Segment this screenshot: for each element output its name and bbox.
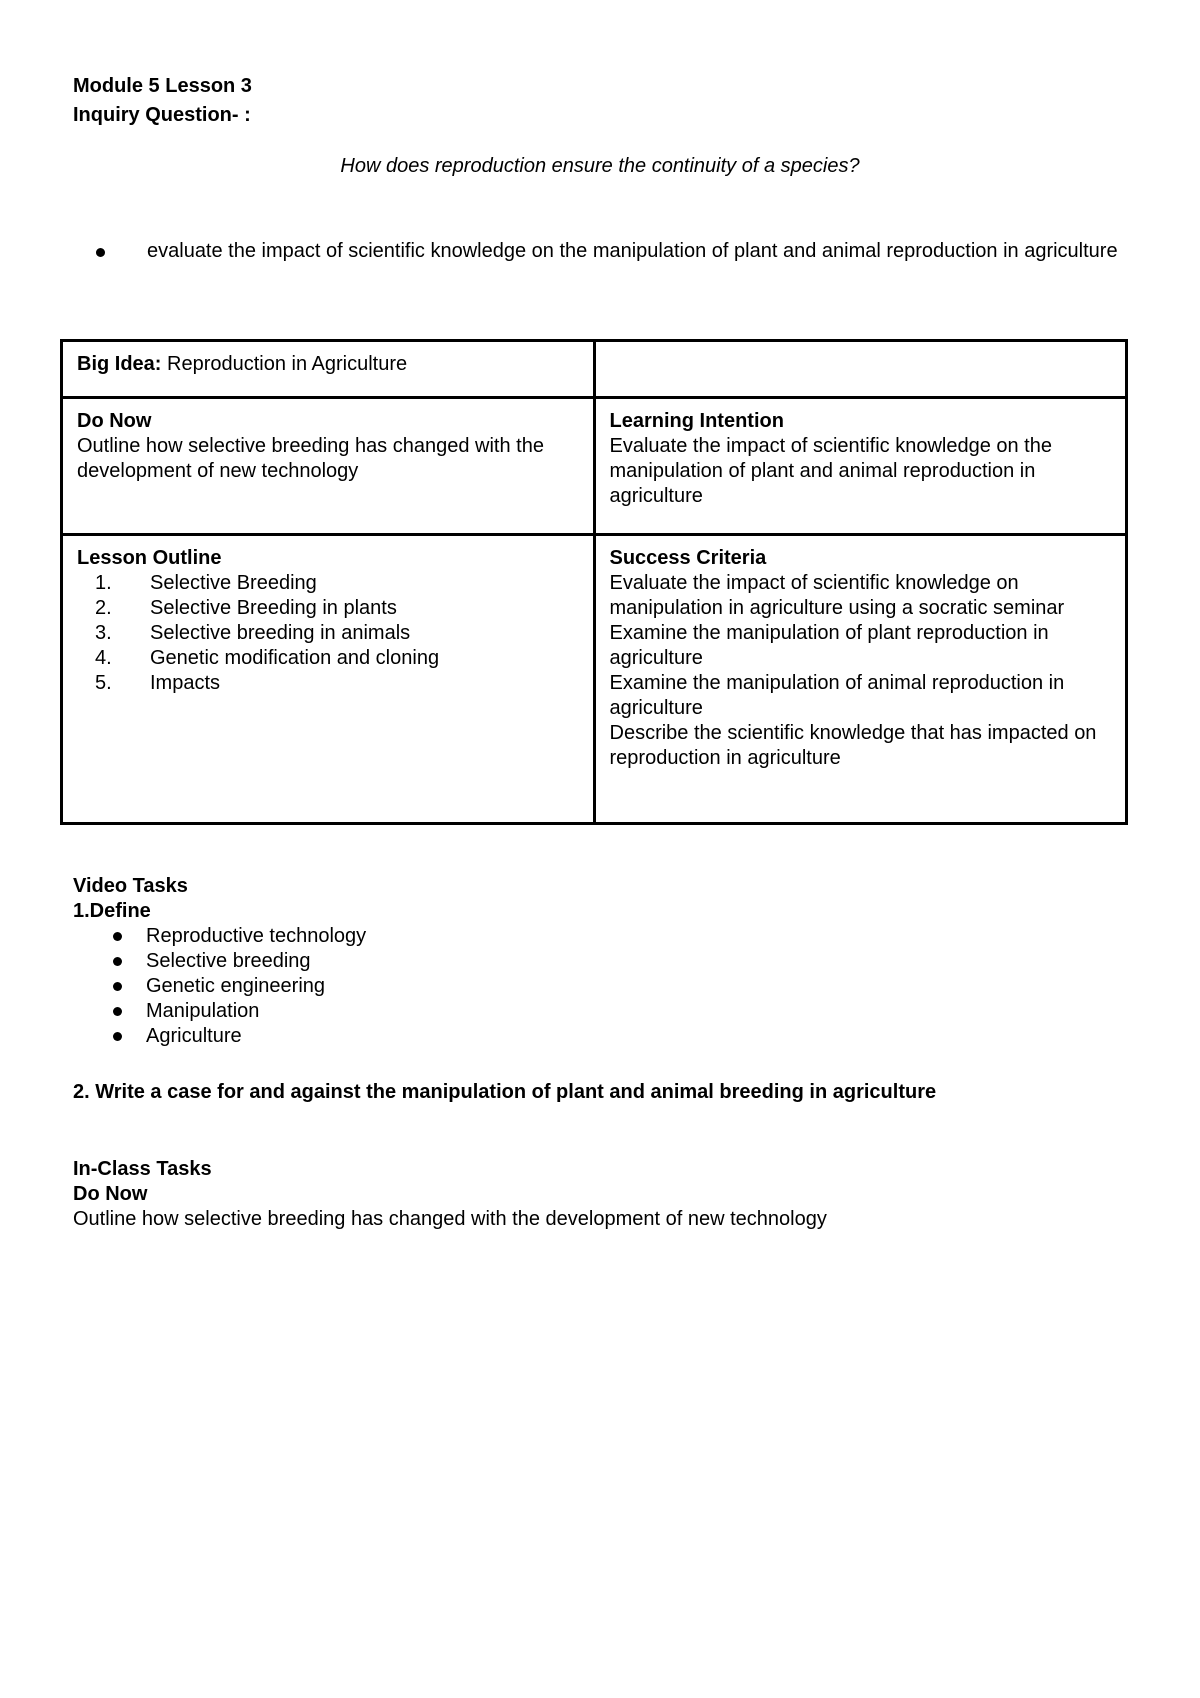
lesson-outline-heading: Lesson Outline — [77, 547, 222, 569]
big-idea-value: Reproduction in Agriculture — [161, 353, 408, 375]
success-criteria-heading: Success Criteria — [609, 547, 767, 569]
list-item-text: Selective Breeding in plants — [150, 597, 397, 619]
list-item — [77, 596, 579, 621]
list-number: 2. — [95, 597, 112, 619]
learning-intention-cell — [594, 398, 1127, 535]
list-item-text: Reproductive technology — [146, 925, 367, 947]
inquiry-question: How does reproduction ensure the continuity of a species? — [340, 155, 860, 177]
list-item-text: Selective Breeding — [150, 572, 317, 594]
list-item — [73, 924, 366, 949]
list-item-text: Impacts — [150, 672, 221, 694]
list-item — [77, 646, 579, 671]
bullet-icon — [113, 932, 122, 941]
do-now-text: Outline how selective breeding has changed with the development of new technology — [77, 435, 544, 482]
define-list — [73, 924, 366, 1049]
bullet-icon — [113, 1032, 122, 1041]
list-item-text: Manipulation — [146, 1000, 260, 1022]
list-item-text: Genetic modification and cloning — [150, 647, 440, 669]
bullet-icon — [113, 1007, 122, 1016]
list-item — [77, 671, 579, 696]
list-item — [73, 1024, 366, 1049]
list-item-text: Selective breeding in animals — [150, 622, 411, 644]
in-class-do-now-text: Outline how selective breeding has changed with the development of new technology — [73, 1208, 827, 1230]
list-item — [77, 571, 579, 596]
do-now-cell — [62, 398, 595, 535]
list-item-text: Agriculture — [146, 1025, 242, 1047]
define-heading: 1.Define — [73, 900, 151, 922]
list-item — [77, 621, 579, 646]
big-idea-label: Big Idea: — [77, 353, 162, 375]
video-tasks-section — [73, 874, 366, 1049]
lesson-outline-list — [77, 571, 579, 696]
bullet-icon — [96, 248, 105, 257]
success-criterion: Describe the scientific knowledge that has impacted on reproduction in agriculture — [609, 722, 1097, 769]
learning-intention-heading: Learning Intention — [609, 410, 784, 432]
lesson-outline-cell — [62, 535, 595, 824]
list-item-text: Selective breeding — [146, 950, 311, 972]
empty-cell — [594, 341, 1127, 398]
task-2-heading: 2. Write a case for and against the manipulation of plant and animal breeding in agriculture — [73, 1081, 937, 1103]
module-title: Module 5 Lesson 3 — [73, 75, 252, 97]
lesson-plan-table — [60, 339, 1128, 825]
inquiry-label: Inquiry Question- : — [73, 104, 251, 126]
learning-intention-text: Evaluate the impact of scientific knowledge on the manipulation of plant and animal reproduction in agriculture — [609, 435, 1052, 507]
syllabus-objective: evaluate the impact of scientific knowledge on the manipulation of plant and animal reproduction in agriculture — [147, 240, 1118, 262]
bullet-icon — [113, 957, 122, 966]
list-item — [73, 949, 366, 974]
in-class-do-now-heading: Do Now — [73, 1183, 148, 1205]
success-criteria-cell — [594, 535, 1127, 824]
list-item — [73, 999, 366, 1024]
list-number: 4. — [95, 647, 112, 669]
list-number: 5. — [95, 672, 112, 694]
video-tasks-heading: Video Tasks — [73, 875, 188, 897]
in-class-tasks-section — [73, 1157, 827, 1232]
list-item — [73, 974, 366, 999]
list-number: 1. — [95, 572, 112, 594]
list-item-text: Genetic engineering — [146, 975, 326, 997]
big-idea-cell — [62, 341, 595, 398]
in-class-heading: In-Class Tasks — [73, 1158, 212, 1180]
do-now-heading: Do Now — [77, 410, 152, 432]
bullet-icon — [113, 982, 122, 991]
success-criterion: Examine the manipulation of plant reproduction in agriculture — [609, 622, 1049, 669]
success-criterion: Examine the manipulation of animal reproduction in agriculture — [609, 672, 1065, 719]
success-criterion: Evaluate the impact of scientific knowledge on manipulation in agriculture using a socratic seminar — [609, 572, 1065, 619]
list-number: 3. — [95, 622, 112, 644]
